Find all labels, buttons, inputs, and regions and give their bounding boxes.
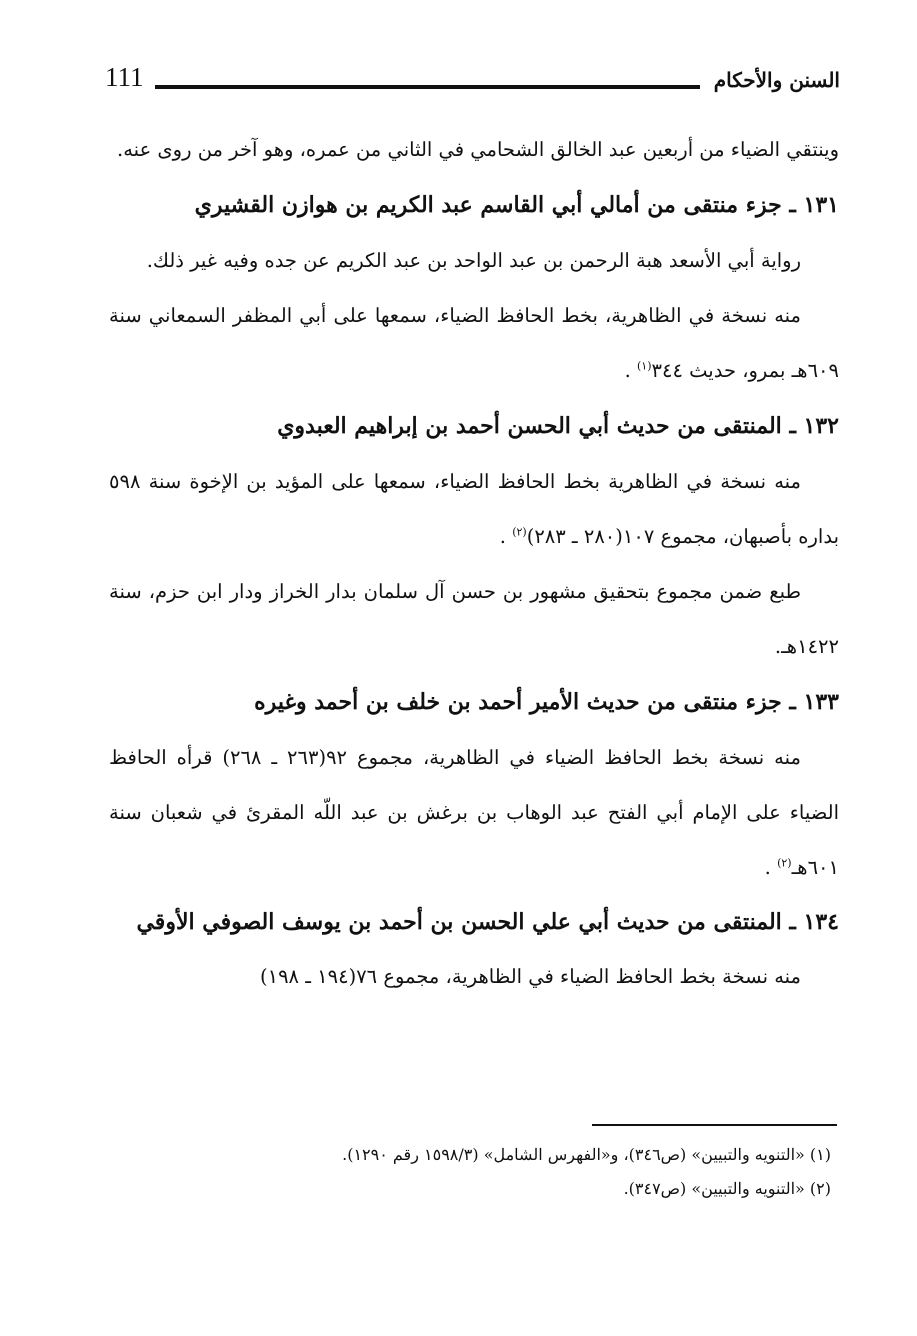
heading-131: ١٣١ ـ جزء منتقى من أمالي أبي القاسم عبد الكريم بن هوازن القشيري (194, 192, 839, 218)
paragraph-132-print: طبع ضمن مجموع بتحقيق مشهور بن حسن آل سلمان بدار الخراز ودار ابن حزم، سنة ١٤٢٢هـ. (109, 580, 839, 658)
running-title: السنن والأحكام (713, 68, 840, 92)
footnote-2: (٢) «التنويه والتبيين» (ص٣٤٧). (623, 1179, 831, 1198)
heading-132: ١٣٢ ـ المنتقى من حديث أبي الحسن أحمد بن إبراهيم العبدوي (277, 413, 839, 439)
paragraph-133-copy (109, 730, 839, 895)
footnote-rule (592, 1124, 837, 1126)
footnote-1: (١) «التنويه والتبيين» (ص٣٤٦)، و«الفهرس الشامل» (١٥٩٨/٣ رقم ١٢٩٠). (342, 1145, 831, 1164)
page-number: 111 (105, 62, 144, 92)
heading-133: ١٣٣ ـ جزء منتقى من حديث الأمير أحمد بن خلف بن أحمد وغيره (254, 689, 839, 715)
footnote-ref-2b[interactable]: (٢) (777, 856, 792, 870)
paragraph-133-copy-end: . (764, 856, 778, 879)
paragraph-131-copy (109, 288, 839, 398)
footnotes (111, 1138, 831, 1206)
page-body (109, 122, 839, 1004)
header-rule (155, 85, 700, 89)
paragraph-132-copy-end: . (499, 525, 513, 548)
footnote-ref-1[interactable]: (١) (637, 359, 652, 373)
footnote-ref-2[interactable]: (٢) (512, 525, 527, 539)
paragraph-132-copy (109, 454, 839, 564)
paragraph-131-narration: رواية أبي الأسعد هبة الرحمن بن عبد الواحد بن عبد الكريم عن جده وفيه غير ذلك. (146, 249, 801, 272)
paragraph-133-copy-text: منه نسخة بخط الحافظ الضياء في الظاهرية، مجموع ٩٢(٢٦٣ ـ ٢٦٨) قرأه الحافظ الضياء على الإمام أبي الفتح عبد الوهاب بن برغش بن عبد اللّه المقرئ في شعبان سنة ٦٠١هـ (109, 746, 839, 879)
heading-134: ١٣٤ ـ المنتقى من حديث أبي علي الحسن بن أحمد بن يوسف الصوفي الأوقي (136, 909, 839, 935)
paragraph-132-copy-text: منه نسخة في الظاهرية بخط الحافظ الضياء، سمعها على المؤيد بن الإخوة سنة ٥٩٨ بداره بأصبهان، مجموع ١٠٧(٢٨٠ ـ ٢٨٣) (109, 470, 839, 548)
paragraph-131-copy-end: . (624, 359, 637, 382)
page-header (105, 62, 840, 102)
paragraph-131-copy-text: منه نسخة في الظاهرية، بخط الحافظ الضياء، سمعها على أبي المظفر السمعاني سنة ٦٠٩هـ بمرو، حديث ٣٤٤ (109, 304, 839, 382)
paragraph-134-copy: منه نسخة بخط الحافظ الضياء في الظاهرية، مجموع ٧٦(١٩٤ ـ ١٩٨) (260, 965, 801, 988)
paragraph-intro: وينتقي الضياء من أربعين عبد الخالق الشحامي في الثاني من عمره، وهو آخر من روى عنه. (117, 138, 839, 161)
